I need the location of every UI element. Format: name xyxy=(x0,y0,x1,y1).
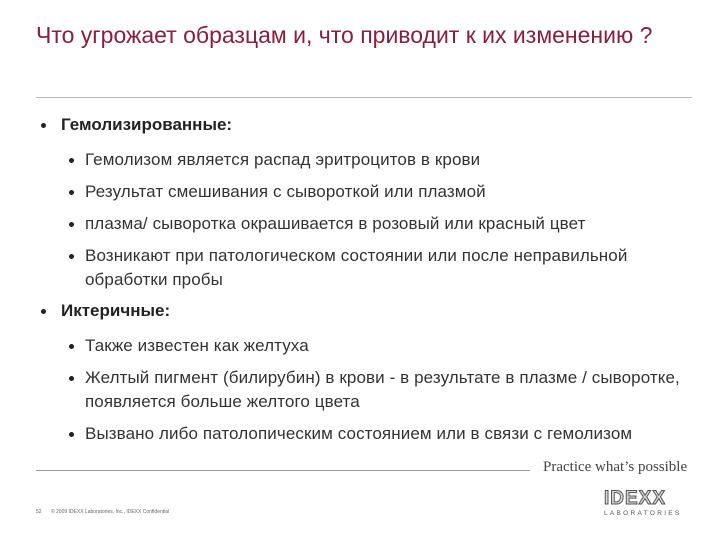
list-item xyxy=(34,422,694,446)
bullet-icon xyxy=(41,309,46,314)
list-item-text: Также известен как желтуха xyxy=(85,336,309,355)
list-item-text: Желтый пигмент (билирубин) в крови - в результате в плазме / сыворотке, появляется больше желтого цвета xyxy=(85,368,680,411)
list-item xyxy=(34,212,694,236)
bullet-icon xyxy=(69,432,74,437)
list-item-text: Возникают при патологическом состоянии или после неправильной обработки пробы xyxy=(85,246,628,289)
section-hemolyzed xyxy=(34,114,694,292)
logo-wordmark: IDEXX xyxy=(604,488,667,509)
title-divider xyxy=(36,97,692,98)
bullet-icon xyxy=(69,344,74,349)
logo-subtext: LABORATORIES xyxy=(604,510,682,517)
list-item-text: Гемолизом является распад эритроцитов в крови xyxy=(85,150,481,169)
bullet-icon xyxy=(69,222,74,227)
list-item xyxy=(34,244,694,292)
section-heading-text: Гемолизированные: xyxy=(61,115,233,134)
list-item xyxy=(34,148,694,172)
slide-title: Что угрожает образцам и, что приводит к их изменению ? xyxy=(36,22,653,48)
list-item xyxy=(34,180,694,204)
section-heading xyxy=(34,300,694,322)
section-icteric xyxy=(34,300,694,446)
idexx-logo xyxy=(604,489,696,517)
bullet-icon xyxy=(69,376,74,381)
list-item-text: плазма/ сыворотка окрашивается в розовый или красный цвет xyxy=(85,214,586,233)
slide-content xyxy=(34,114,694,454)
list-item-text: Результат смешивания с сывороткой или плазмой xyxy=(85,182,486,201)
section-heading xyxy=(34,114,694,136)
footer-divider xyxy=(36,470,530,471)
copyright-text: © 2009 IDEXX Laboratories, Inc., IDEXX Confidential xyxy=(50,509,170,515)
list-item xyxy=(34,334,694,358)
bullet-icon xyxy=(69,254,74,259)
footer-info xyxy=(36,509,169,515)
section-heading-text: Иктеричные: xyxy=(61,301,171,320)
footer-tagline: Practice what’s possible xyxy=(543,459,688,475)
bullet-icon xyxy=(69,158,74,163)
page-number: 52 xyxy=(36,509,42,515)
list-item-text: Вызвано либо патолопическим состоянием или в связи с гемолизом xyxy=(85,424,633,443)
bullet-icon xyxy=(69,190,74,195)
bullet-icon xyxy=(41,123,46,128)
list-item xyxy=(34,366,694,414)
